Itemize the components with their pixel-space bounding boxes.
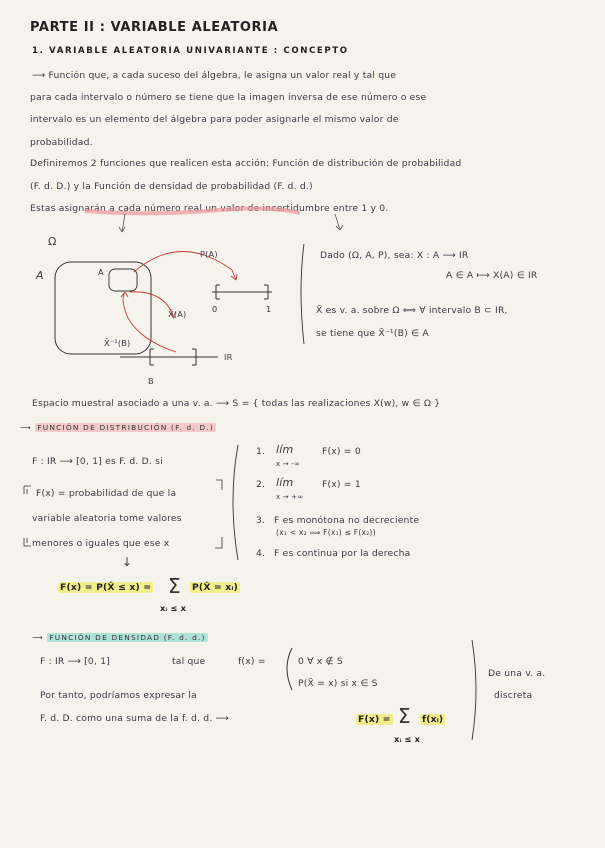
- intro-line-1: ⟶ Función que, a cada suceso del álgebra, le asigna un valor real y tal que: [32, 70, 397, 81]
- prop-4-num: 4.: [256, 548, 266, 559]
- prop-1-num: 1.: [256, 446, 266, 457]
- por-tanto-line-1: Por tanto, podríamos expresar la: [40, 690, 197, 701]
- fdd-formula-sub: xᵢ ≤ x: [160, 603, 187, 613]
- xa-label: X̄(A): [168, 309, 187, 319]
- fden-heading: ⟶ FUNCIÓN DE DENSIDAD (F. d. d.): [32, 633, 206, 642]
- prop-1-expr: F(x) = 0: [322, 446, 361, 457]
- down-arrow: ↓: [122, 555, 133, 569]
- prop-3-sub: (x₁ < x₂ ⟹ F(x₁) ≤ F(x₂)): [276, 528, 376, 537]
- fdd-formula-left-text: F(x) = P(X̄ ≤ x) =: [60, 582, 152, 593]
- intro-line-6: (F. d. D.) y la Función de densidad de probabilidad (F. d. d.): [30, 181, 313, 192]
- b-label: B: [148, 376, 154, 386]
- discrete-note-2: discreta: [494, 690, 533, 701]
- set-a-label: A: [98, 267, 104, 277]
- prop-3-num: 3.: [256, 515, 266, 526]
- xinv-label: X̄⁻¹(B): [104, 338, 131, 348]
- prop-1-lim: lím: [276, 443, 294, 456]
- sigma-icon-2: Σ: [398, 704, 411, 728]
- fden-formula-right-text: f(xᵢ): [422, 714, 444, 725]
- fden-formula-left-text: F(x) =: [358, 714, 391, 725]
- intro-line-5: Definiremos 2 funciones que realicen esta acción: Función de distribución de probabilidad: [30, 158, 462, 169]
- prop-3-text: F es monótona no decreciente: [274, 515, 420, 526]
- prop-2-sub: x → +∞: [276, 493, 304, 501]
- one-label: 1: [266, 304, 272, 314]
- fx-def-line-3: menores o iguales que ese x: [32, 538, 170, 549]
- intro-line-4: probabilidad.: [30, 137, 93, 148]
- fdd-formula-right-text: P(X̄ = xᵢ): [192, 582, 239, 593]
- r-label: IR: [224, 352, 233, 362]
- fden-fx: f(x) =: [238, 656, 266, 667]
- fden-formula-right: [420, 714, 445, 726]
- omega-label: Ω: [48, 235, 57, 248]
- mapping-line: A ∈ A ⟼ X(A) ∈ IR: [446, 270, 538, 281]
- intro-line-7: Estas asignarán a cada número real un valor de incertidumbre entre 1 y 0.: [30, 203, 389, 214]
- sigma-icon: Σ: [168, 574, 181, 598]
- intro-line-3: intervalo es un elemento del álgebra para poder asignarle el mismo valor de: [30, 114, 399, 125]
- va-def-line: X̄ es v. a. sobre Ω ⟺ ∀ intervalo B ⊂ IR,: [316, 305, 508, 316]
- fden-formula-sub: xᵢ ≤ x: [394, 734, 421, 744]
- fden-case-1: 0 ∀ x ∉ S: [298, 656, 343, 667]
- section-subtitle: 1. VARIABLE ALEATORIA UNIVARIANTE : CONCEPTO: [32, 46, 349, 56]
- algebra-label: A: [36, 269, 44, 282]
- fdd-formula-left: [58, 582, 153, 594]
- fdd-heading-text: FUNCIÓN DE DISTRIBUCIÓN (F. d. D.): [37, 423, 214, 432]
- fdd-formula-right: [190, 582, 240, 594]
- fden-heading-text: FUNCIÓN DE DENSIDAD (F. d. d.): [49, 633, 206, 642]
- por-tanto-line-2: F. d. D. como una suma de la f. d. d. ⟶: [40, 713, 229, 724]
- intro-line-2: para cada intervalo o número se tiene que la imagen inversa de ese número o ese: [30, 92, 427, 103]
- fden-formula-left: [356, 714, 393, 726]
- prop-1-sub: x → -∞: [276, 460, 301, 468]
- zero-label: 0: [212, 304, 218, 314]
- prop-2-expr: F(x) = 1: [322, 479, 361, 490]
- page-title: PARTE II : VARIABLE ALEATORIA: [30, 20, 279, 35]
- dado-line: Dado (Ω, A, P), sea: X : A ⟶ IR: [320, 250, 469, 261]
- fden-definition: F : IR ⟶ [0, 1]: [40, 656, 111, 667]
- prop-2-lim: lím: [276, 476, 294, 489]
- prop-2-num: 2.: [256, 479, 266, 490]
- fx-def-line-1: F(x) = probabilidad de que la: [36, 488, 177, 499]
- fden-case-2: P(X̄ = x) si x ∈ S: [298, 678, 378, 689]
- fdd-heading: ⟶ FUNCIÓN DE DISTRIBUCIÓN (F. d. D.): [20, 423, 214, 432]
- fden-tal-que: tal que: [172, 656, 206, 667]
- sample-space-line: Espacio muestral asociado a una v. a. ⟶ S = { todas las realizaciones X(w), w ∈ Ω }: [32, 398, 441, 409]
- prop-4-text: F es continua por la derecha: [274, 548, 411, 559]
- discrete-note-1: De una v. a.: [488, 668, 546, 679]
- fdd-definition: F : IR ⟶ [0, 1] es F. d. D. si: [32, 456, 163, 467]
- inverse-line: se tiene que X̄⁻¹(B) ∈ A: [316, 328, 429, 339]
- fx-def-line-2: variable aleatoria tome valores: [32, 513, 182, 524]
- pa-label: P(A): [200, 249, 218, 259]
